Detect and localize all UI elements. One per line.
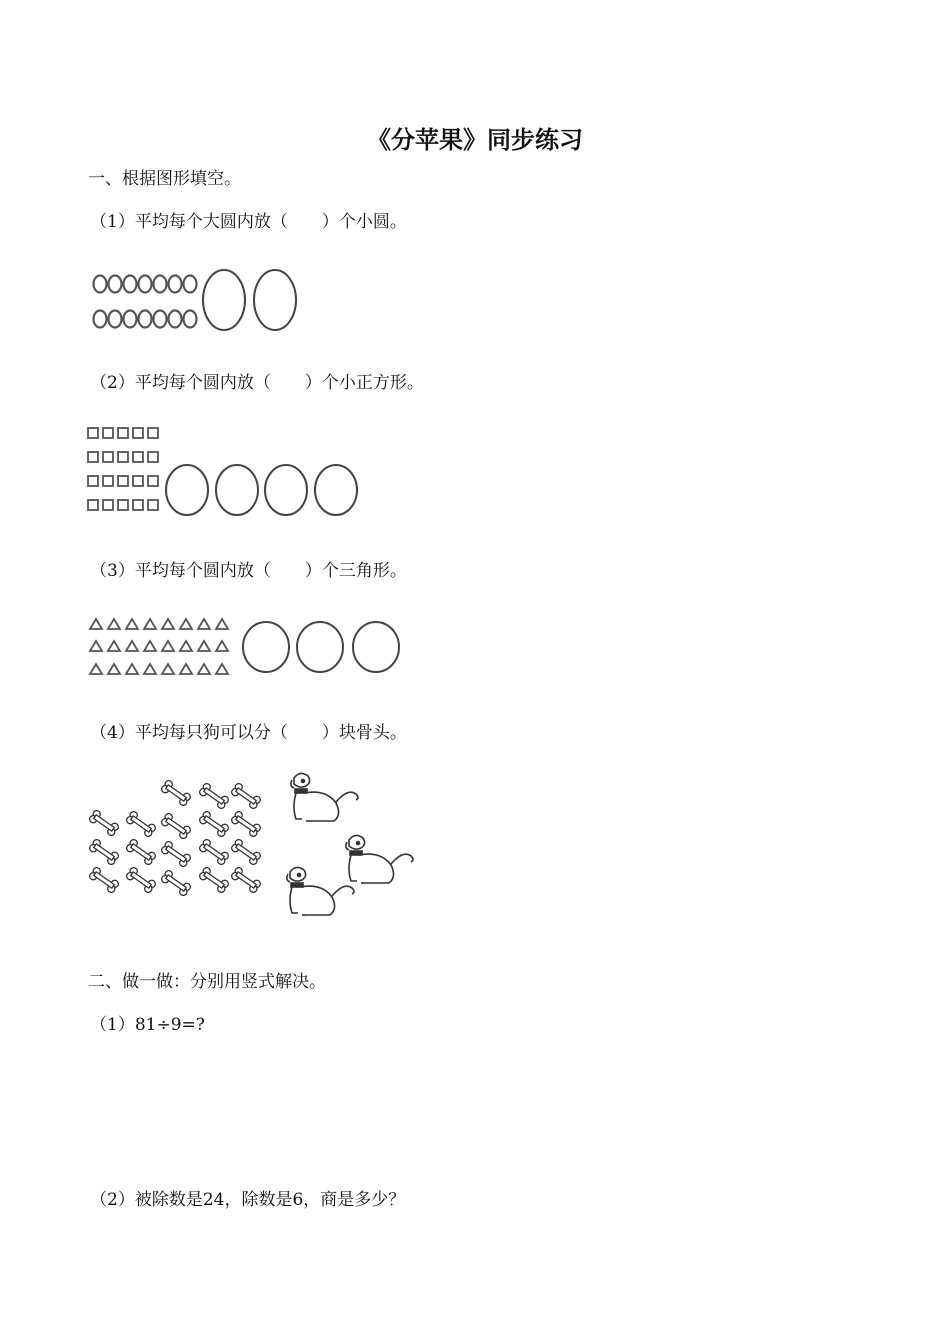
small-circles-group [94, 276, 197, 328]
circles-group [243, 622, 399, 672]
page-title: 《分苹果》同步练习 [367, 126, 583, 154]
dogs-group [287, 773, 413, 915]
small-squares-group [88, 428, 158, 510]
figure-bones-dogs [86, 768, 431, 943]
question-1-2: （2）平均每个圆内放（ ）个小正方形。 [90, 373, 424, 393]
triangles-group [90, 619, 228, 674]
circles-group [166, 465, 357, 515]
question-1-3: （3）平均每个圆内放（ ）个三角形。 [90, 561, 407, 581]
question-1-1: （1）平均每个大圆内放（ ）个小圆。 [90, 212, 407, 232]
figure-triangles-circles [86, 614, 406, 682]
section2-heading: 二、做一做：分别用竖式解决。 [88, 972, 326, 992]
question-2-1: （1）81÷9=? [90, 1015, 205, 1035]
figure-small-circles-big-circles [88, 262, 303, 336]
question-2-2: （2）被除数是24，除数是6，商是多少？ [90, 1190, 406, 1210]
big-circles-group [203, 270, 296, 330]
figure-squares-circles [86, 424, 366, 520]
question-1-4: （4）平均每只狗可以分（ ）块骨头。 [90, 723, 407, 743]
bones-group [88, 779, 261, 897]
section1-heading: 一、根据图形填空。 [88, 169, 241, 189]
